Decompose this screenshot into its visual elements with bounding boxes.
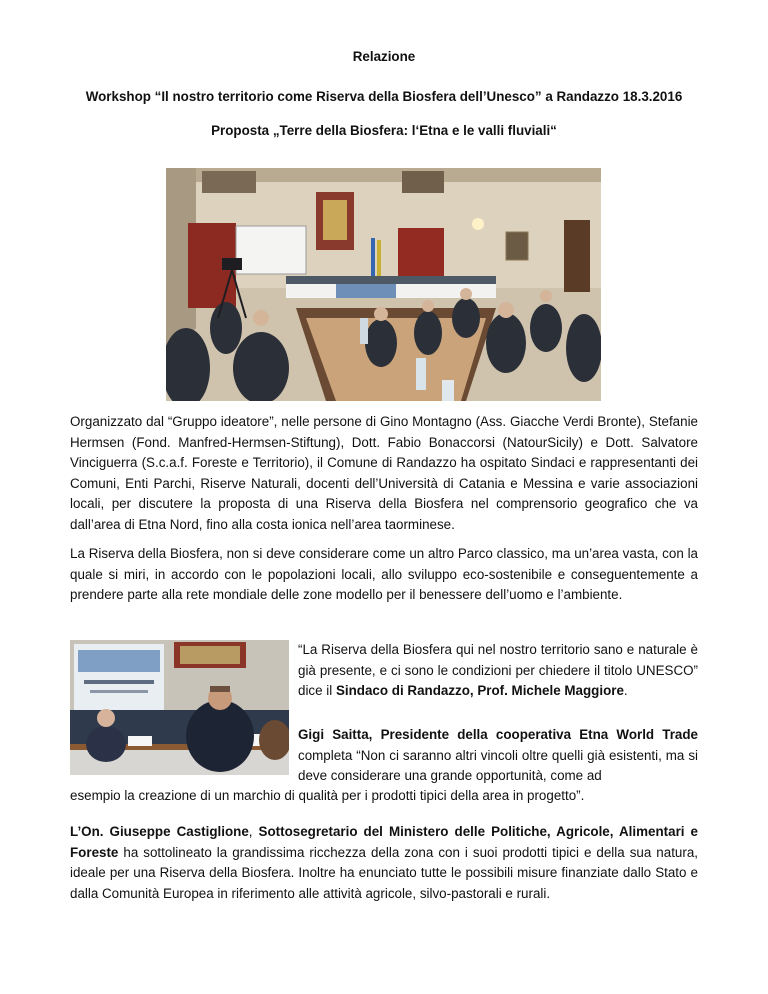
mayor-quote-text: “La Riserva della Biosfera qui nel nostro territorio sano e naturale è già presente, e ci sono le condizioni per chiedere il titolo UNESCO” dice il — [298, 642, 698, 699]
workshop-heading: Workshop “Il nostro territorio come Riserva della Biosfera dell’Unesco” a Randazzo 18.3.2016 — [85, 89, 683, 104]
mayor-quote-end: . — [623, 683, 628, 699]
mayor-name: Sindaco di Randazzo, Prof. Michele Maggiore — [335, 683, 624, 699]
castiglione-text: ha sottolineato la grandissima ricchezza della zona con i suoi prodotti tipici e della sua natura, ideale per una Riserva della Biosfera. Inoltre ha enunciato tutte le possibili misure finanziate dallo Stato e dalla Comunità Europea in riferimento alle attività agricole, silvo-pastorali e rurali. — [70, 844, 698, 901]
saitta-name: Gigi Saitta, Presidente della cooperativa Etna World Trade — [298, 727, 698, 742]
castiglione-role: Sottosegretario del Ministero delle Politiche, Agricole, Alimentari e Foreste — [70, 824, 698, 860]
castiglione-name: L’On. Giuseppe Castiglione — [70, 824, 249, 839]
castiglione-paragraph — [70, 822, 698, 904]
meeting-hall-photo — [166, 168, 601, 401]
intro-paragraph: Organizzato dal “Gruppo ideatore”, nelle persone di Gino Montagno (Ass. Giacche Verdi Bronte), Stefanie Hermsen (Fond. Manfred-Hermsen-Stiftung), Dott. Fabio Bonaccorsi (NatourSicily) e Dott. Salvatore Vinciguerra (S.c.a.f. Foreste e Territorio), il Comune di Randazzo ha ospitato Sindaci e rappresentanti dei Comuni, Enti Parchi, Riserve Naturali, docenti dell’Università di Catania e Messina e varie associazioni locali, per discutere la proposta di una Riserva della Biosfera nel comprensorio geografico che va dall’area di Etna Nord, fino alla costa ionica nell’area taorminese. — [70, 414, 698, 532]
proposal-heading: Proposta „Terre della Biosfera: l‘Etna e le valli fluviali“ — [211, 123, 557, 138]
saitta-paragraph — [298, 725, 698, 787]
castiglione-separator: , — [248, 824, 259, 839]
speaker-photo — [70, 640, 289, 775]
document-title: Relazione — [352, 49, 416, 64]
saitta-paragraph-continued: esempio la creazione di un marchio di qualità per i prodotti tipici della area in progetto”. — [70, 788, 585, 803]
mayor-quote — [298, 640, 698, 702]
saitta-text: completa “Non ci saranno altri vincoli oltre quelli già esistenti, ma si deve considerare una grande opportunità, come ad — [298, 747, 698, 784]
biosphere-paragraph: La Riserva della Biosfera, non si deve considerare come un altro Parco classico, ma un’area vasta, con la quale si miri, in accordo con le popolazioni locali, allo sviluppo eco-sostenibile e conseguentemente a prendere parte alla rete mondiale delle zone modello per il benessere dell’uomo e l’ambiente. — [70, 546, 698, 603]
